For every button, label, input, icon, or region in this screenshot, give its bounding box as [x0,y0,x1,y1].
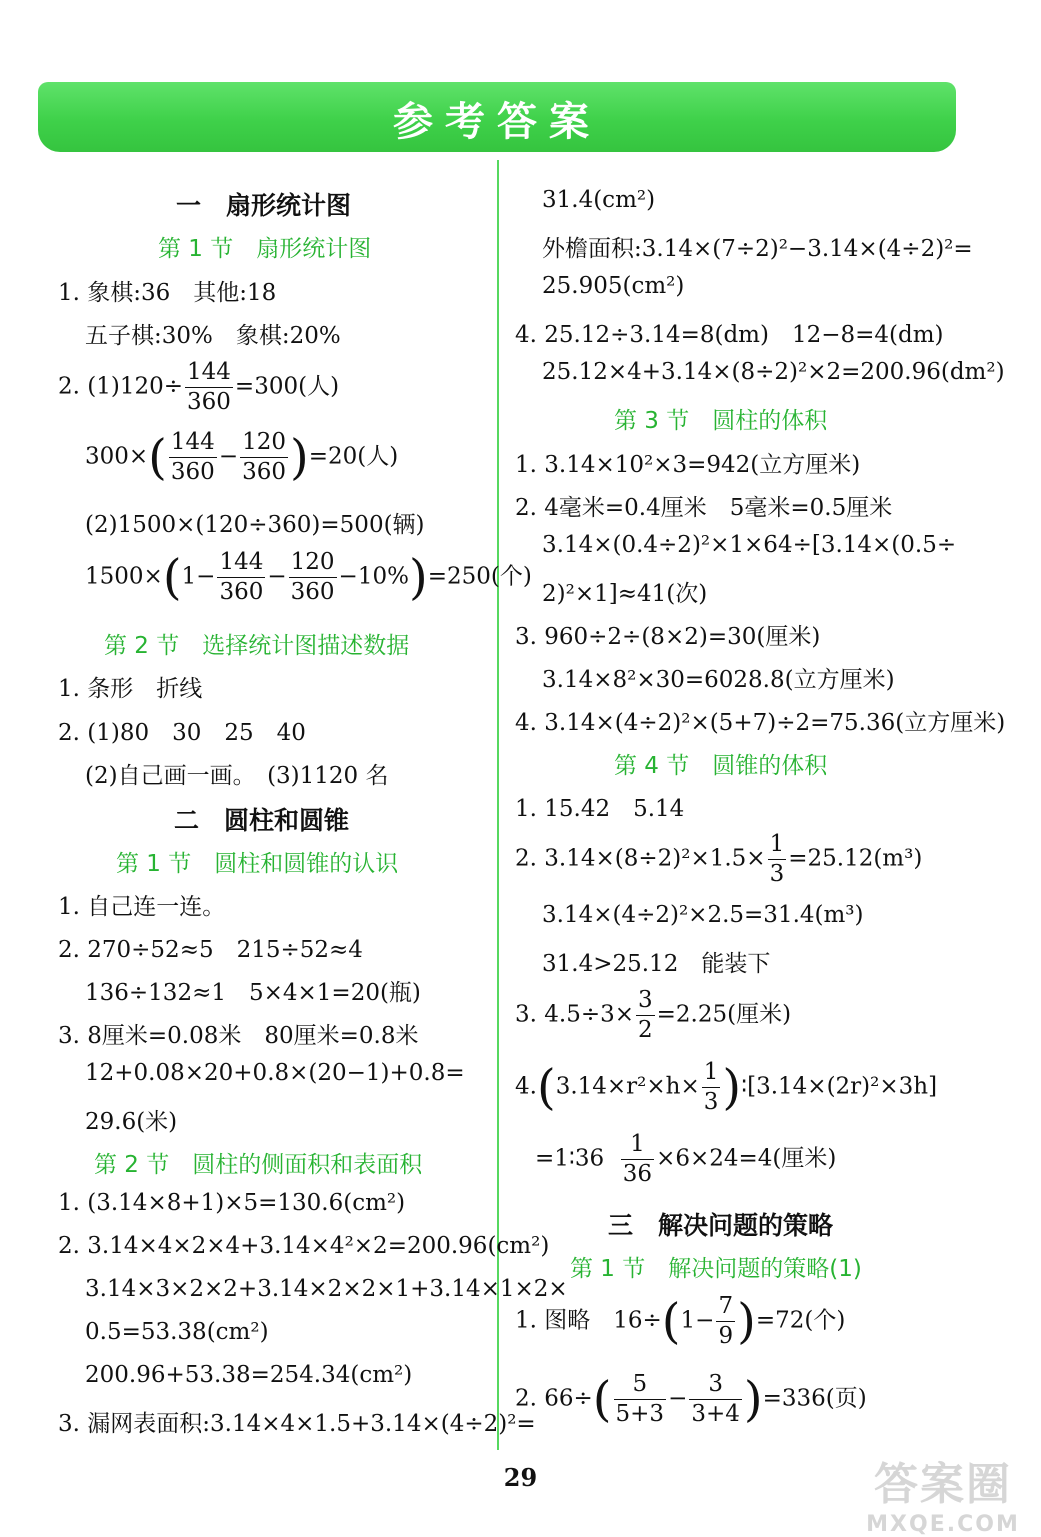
section-heading: 第 4 节 圆锥的体积 [614,753,828,779]
answer-line: 31.4(cm²) [542,187,656,213]
answer-line: 1. 3.14×10²×3=942(立方厘米) [515,452,861,478]
watermark-logo: 答案圈 MXQE.COM [866,1459,1020,1537]
answer-line: 25.905(cm²) [542,273,685,299]
chapter-heading: 二 圆柱和圆锥 [174,806,350,835]
section-heading: 第 1 节 圆柱和圆锥的认识 [116,851,399,877]
answer-line: 3.14×(4÷2)²×2.5=31.4(m³) [542,902,864,928]
section-heading: 第 1 节 扇形统计图 [158,236,372,262]
answer-line: 3. 漏网表面积:3.14×4×1.5+3.14×(4÷2)²= [58,1411,536,1437]
answer-line: 2. 270÷52≈5 215÷52≈4 [58,937,363,963]
answer-line: 200.96+53.38=254.34(cm²) [85,1362,413,1388]
answer-line: 4. 3.14×(4÷2)²×(5+7)÷2=75.36(立方厘米) [515,710,1006,736]
answer-line: 1. 象棋:36 其他:18 [58,280,277,306]
answer-line: 1. 条形 折线 [58,676,203,702]
answer-line: 136÷132≈1 5×4×1=20(瓶) [85,980,421,1006]
answer-line: 外檐面积:3.14×(7÷2)²−3.14×(4÷2)²= [542,236,973,262]
answer-line: =1∶36 $\frac{1}{36}$ ×6×24=4(厘米) [535,1131,837,1187]
section-heading: 第 3 节 圆柱的体积 [614,408,828,434]
answer-line: 300×( $\frac{144}{360}$ − $\frac{120}{360}$ )=20(人) [85,429,399,486]
answer-line: 4. 25.12÷3.14=8(dm) 12−8=4(dm) [515,322,944,348]
page-number: 29 [503,1463,538,1492]
answer-line: (2)自己画一画。 (3)1120 名 [85,763,389,789]
page-title: 参考答案 [393,99,601,145]
answer-line: 12+0.08×20+0.8×(20−1)+0.8= [85,1060,465,1086]
answer-line: 2)²×1]≈41(次) [542,581,708,607]
section-heading: 第 2 节 选择统计图描述数据 [104,633,410,659]
title-banner [38,82,956,152]
answer-line: 五子棋:30% 象棋:20% [85,323,341,349]
answer-line: 1. 图略 16÷(1− $\frac{7}{9}$ )=72(个) [515,1293,846,1350]
answer-line: 2. 4毫米=0.4厘米 5毫米=0.5厘米 [515,495,893,521]
answer-line: 3. 8厘米=0.08米 80厘米=0.8米 [58,1023,419,1049]
answer-line: 3. 960÷2÷(8×2)=30(厘米) [515,624,821,650]
answer-line: 25.12×4+3.14×(8÷2)²×2=200.96(dm²) [542,359,1005,385]
answer-line: 1500×(1− $\frac{144}{360}$ − $\frac{120}{360}$ −10%)=250(个) [85,549,532,606]
answer-line: 2. (1)120÷ $\frac{144}{360}$ =300(人) [58,359,340,415]
answer-line: 2. 66÷( $\frac{5}{5+3}$ − $\frac{3}{3+4}$ )=336(页) [515,1371,867,1428]
answer-line: 3. 4.5÷3× $\frac{3}{2}$ =2.25(厘米) [515,987,792,1043]
answer-line: 1. (3.14×8+1)×5=130.6(cm²) [58,1190,406,1216]
chapter-heading: 三 解决问题的策略 [608,1211,834,1240]
answer-line: 31.4>25.12 能装下 [542,951,771,977]
answer-line: (2)1500×(120÷360)=500(辆) [85,512,425,538]
answer-line: 2. (1)80 30 25 40 [58,720,306,746]
answer-line: 4.(3.14×r²×h× $\frac{1}{3}$ )∶[3.14×(2r)²×3h] [515,1059,938,1116]
answer-line: 1. 自己连一连。 [58,894,226,920]
answer-line: 1. 15.42 5.14 [515,796,685,822]
answer-line: 2. 3.14×(8÷2)²×1.5× $\frac{1}{3}$ =25.12(m³) [515,831,923,887]
answer-line: 2. 3.14×4×2×4+3.14×4²×2=200.96(cm²) [58,1233,550,1259]
section-heading: 第 1 节 解决问题的策略(1) [570,1256,862,1282]
section-heading: 第 2 节 圆柱的侧面积和表面积 [94,1152,423,1178]
answer-line: 29.6(米) [85,1109,178,1135]
answer-line: 3.14×8²×30=6028.8(立方厘米) [542,667,895,693]
answer-line: 3.14×3×2×2+3.14×2×2×1+3.14×1×2× [85,1276,568,1302]
answer-line: 0.5=53.38(cm²) [85,1319,269,1345]
answer-line: 3.14×(0.4÷2)²×1×64÷[3.14×(0.5÷ [542,532,957,558]
chapter-heading: 一 扇形统计图 [176,191,352,220]
